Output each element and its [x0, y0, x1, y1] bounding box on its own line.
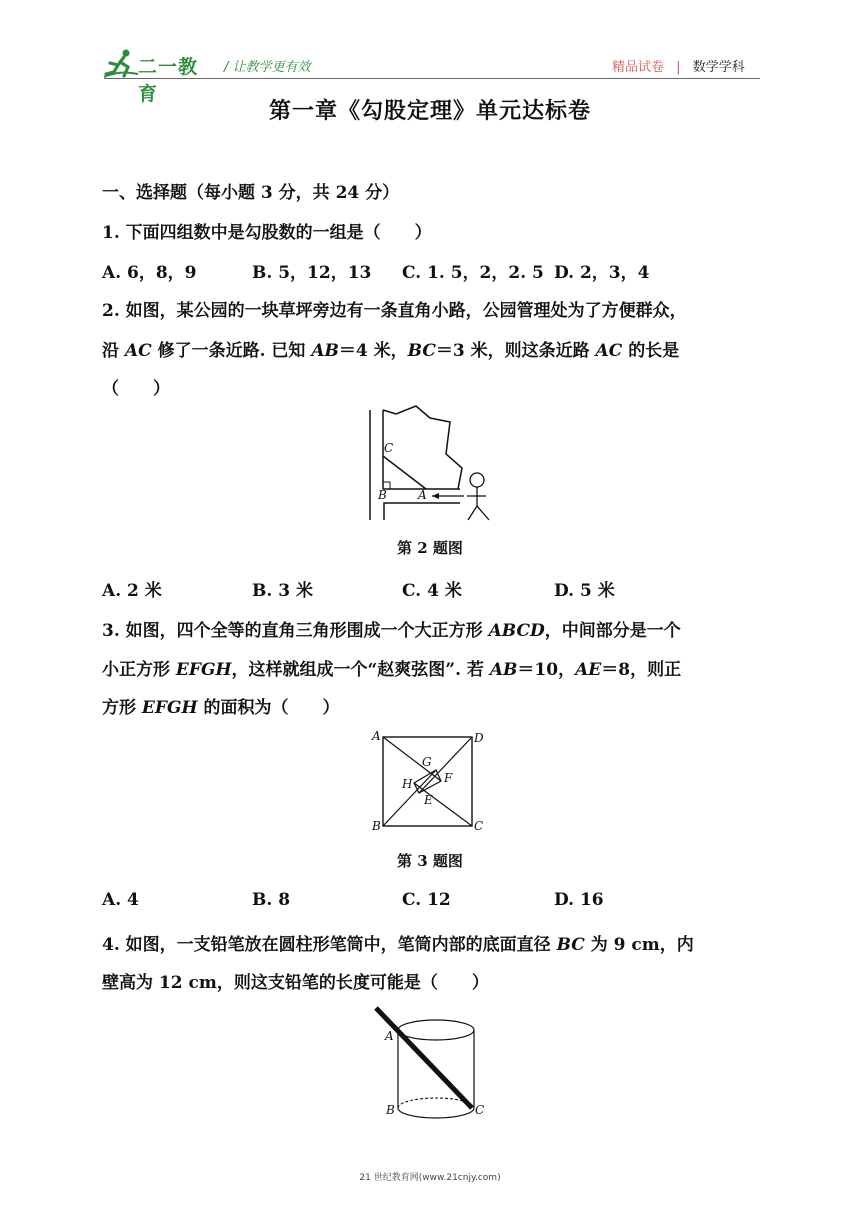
question-2-line-3: （ ）: [102, 379, 170, 399]
shortcut-ac: [383, 456, 426, 489]
q3-option-c: C. 12: [402, 890, 451, 910]
label-c: C: [475, 1103, 485, 1117]
q4-figure: [368, 1004, 492, 1124]
label-d: D: [474, 731, 484, 745]
label-b: B: [372, 819, 381, 833]
label-a: A: [385, 1029, 394, 1043]
label-g: G: [422, 755, 432, 769]
header-divider: [104, 78, 760, 79]
pencil: [376, 1008, 472, 1108]
q1-option-d: D. 2，3，4: [554, 263, 650, 283]
logo-text: 二一教育: [138, 56, 199, 105]
question-4-line-2: 壁高为 12 cm，则这支铅笔的长度可能是（ ）: [102, 973, 489, 993]
q2-option-d: D. 5 米: [554, 581, 615, 601]
label-b: B: [386, 1103, 395, 1117]
badge: 精品试卷: [612, 60, 665, 75]
label-b: B: [378, 488, 387, 502]
logo: [104, 48, 214, 105]
question-2-line-2: 沿 AC 修了一条近路. 已知 AB＝4 米，BC＝3 米，则这条近路 AC 的长是: [102, 341, 680, 361]
cylinder-bottom-front: [398, 1108, 474, 1118]
page-title: 第一章《勾股定理》单元达标卷: [268, 98, 591, 124]
section-heading: 一、选择题（每小题 3 分，共 24 分）: [102, 183, 400, 203]
q3-caption: 第 3 题图: [397, 852, 463, 870]
lawn-boundary: [383, 406, 462, 489]
q2-option-b: B. 3 米: [252, 581, 313, 601]
footer: 21 世纪教育网(www.21cnjy.com): [359, 1173, 501, 1183]
q2-figure: [360, 404, 510, 526]
q3-option-d: D. 16: [554, 890, 604, 910]
subject: 数学学科: [692, 60, 745, 75]
q2-option-c: C. 4 米: [402, 581, 462, 601]
person-head: [470, 473, 484, 487]
label-f: F: [444, 771, 453, 785]
question-3-line-2: 小正方形 EFGH，这样就组成一个“赵爽弦图”. 若 AB＝10，AE＝8，则正: [102, 660, 682, 680]
q1-option-b: B. 5，12，13: [252, 263, 372, 283]
q3-figure: [370, 728, 490, 834]
question-3-line-1: 3. 如图，四个全等的直角三角形围成一个大正方形 ABCD，中间部分是一个: [102, 621, 681, 641]
q3-option-a: A. 4: [102, 890, 139, 910]
label-c: C: [384, 441, 394, 455]
q2-option-a: A. 2 米: [102, 581, 162, 601]
label-a: A: [418, 488, 427, 502]
arrow-head-icon: [432, 493, 439, 499]
question-3-line-3: 方形 EFGH 的面积为（ ）: [102, 698, 340, 718]
header-right: [612, 56, 745, 75]
label-a: A: [372, 729, 381, 743]
path-horizontal-outer: [384, 503, 460, 520]
q3-option-b: B. 8: [252, 890, 291, 910]
question-4-line-1: 4. 如图，一支铅笔放在圆柱形笔筒中，笔筒内部的底面直径 BC 为 9 cm，内: [102, 935, 694, 955]
slogan: / 让教学更有效: [224, 60, 311, 75]
label-c: C: [474, 819, 484, 833]
question-1-stem: 1. 下面四组数中是勾股数的一组是（ ）: [102, 223, 432, 243]
cylinder-top: [398, 1020, 474, 1040]
q1-option-c: C. 1. 5，2，2. 5: [402, 263, 544, 283]
q1-option-a: A. 6，8，9: [102, 263, 197, 283]
separator: |: [676, 60, 681, 75]
label-h: H: [402, 777, 413, 791]
runner-logo-icon: [104, 48, 138, 78]
label-e: E: [424, 793, 433, 807]
question-2-line-1: 2. 如图，某公园的一块草坪旁边有一条直角小路，公园管理处为了方便群众，: [102, 301, 687, 321]
q2-caption: 第 2 题图: [397, 539, 463, 557]
